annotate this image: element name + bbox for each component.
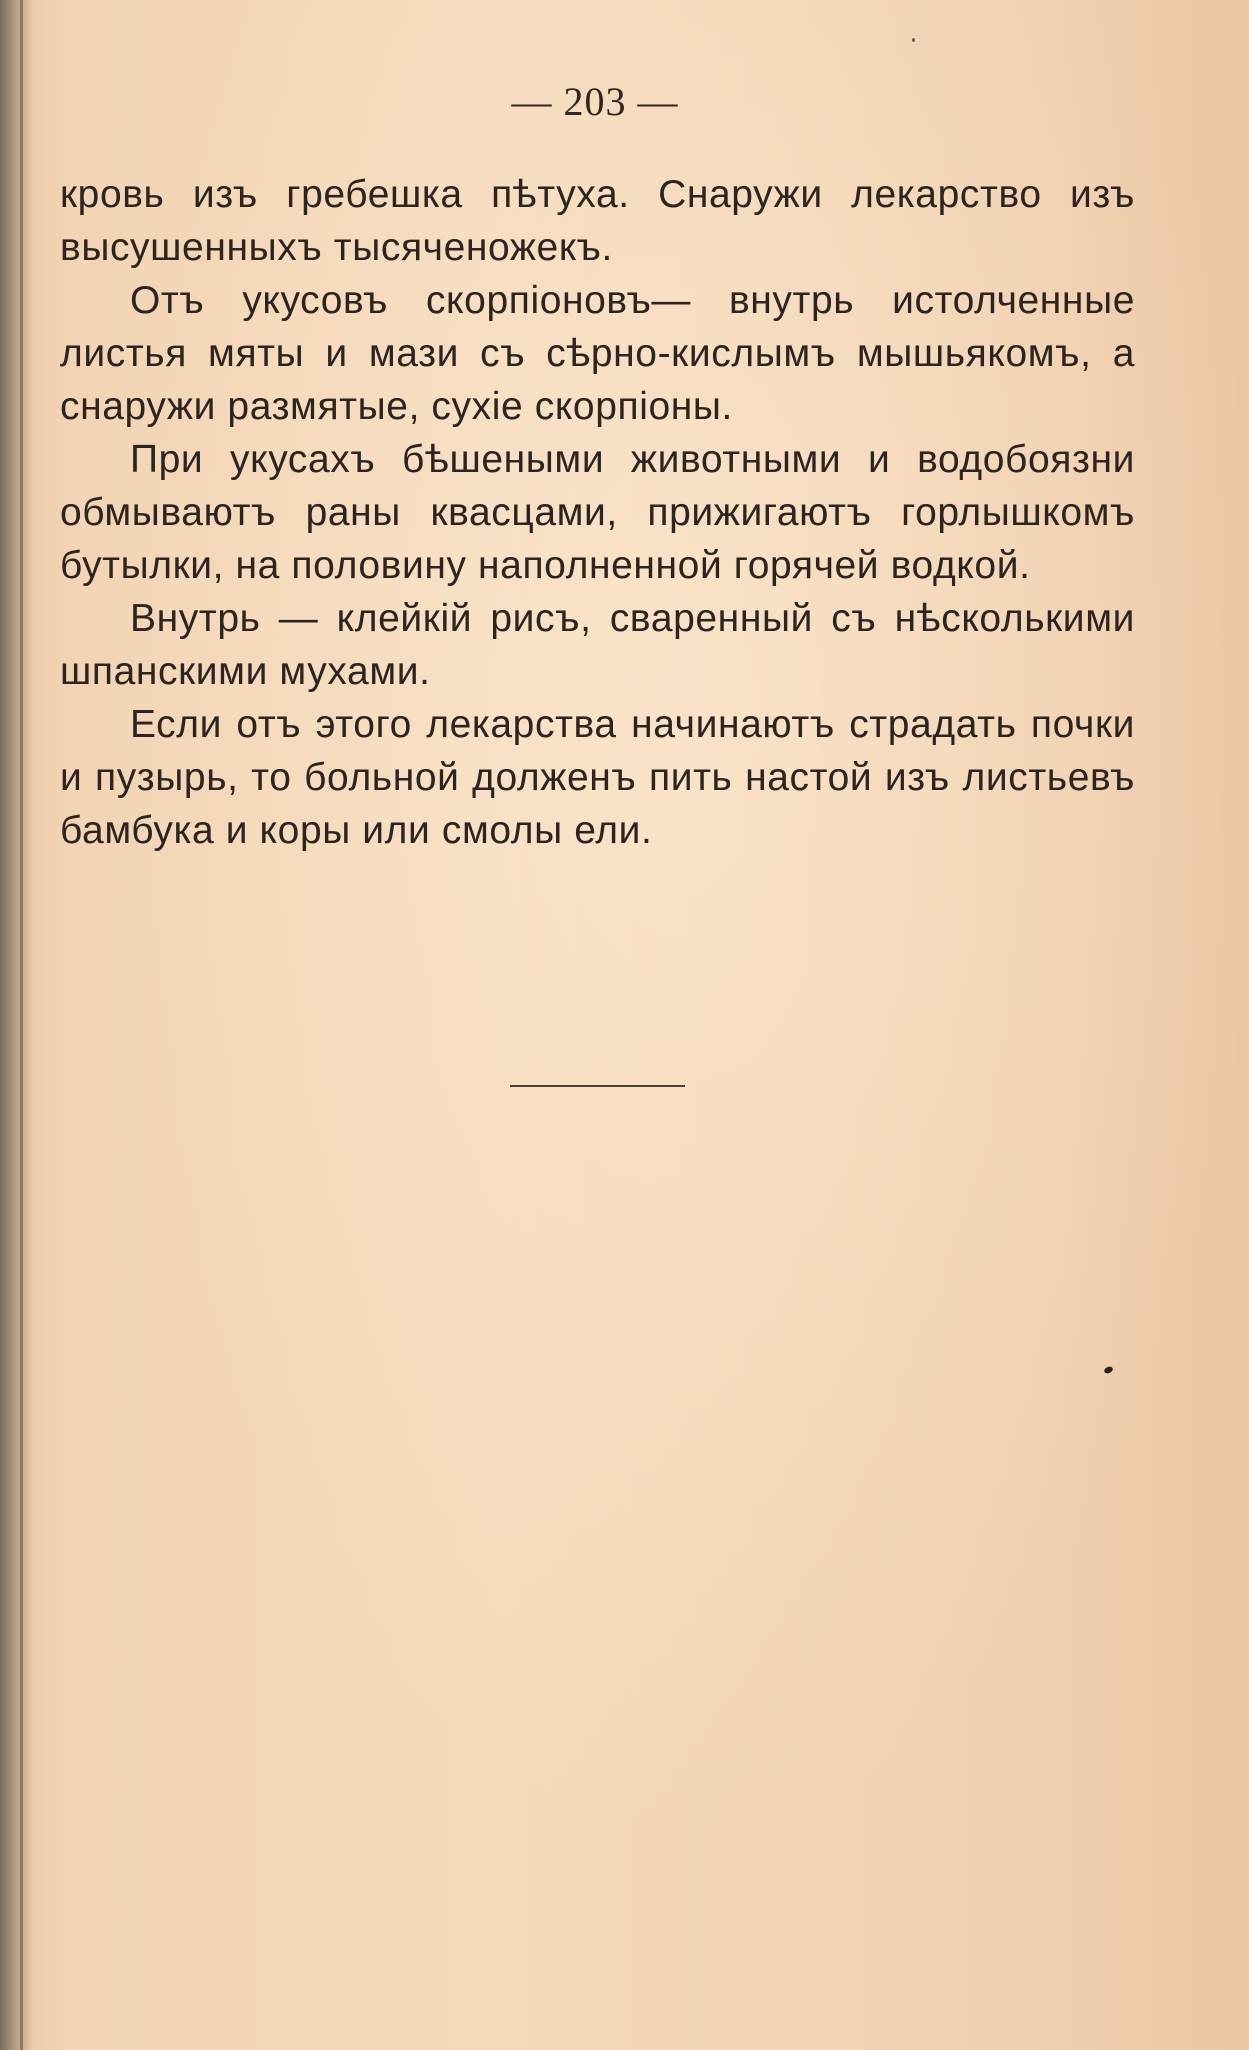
paragraph-2: Отъ укусовъ скорпіоновъ— внутрь истолченные листья мяты и мази съ сѣрно-кислымъ мышьякомъ, а снаружи размятые, сухіе скорпіоны. (60, 279, 1135, 428)
page-number: — 203 — (511, 79, 679, 124)
section-end-rule (510, 1085, 685, 1087)
ink-speck (1103, 1365, 1114, 1374)
paragraph-4: Внутрь — клейкій рисъ, сваренный съ нѣсколькими шпанскими мухами. (60, 597, 1135, 693)
binding-edge (20, 0, 23, 2050)
body-text (60, 168, 1135, 857)
paragraph-1: кровь изъ гребешка пѣтуха. Снаружи лекарство изъ высушенныхъ тысяченожекъ. (60, 173, 1135, 269)
book-spine-shadow (0, 0, 34, 2050)
paragraph-5: Если отъ этого лекарства начинаютъ страдать почки и пузырь, то больной долженъ пить настой изъ листьевъ бамбука и коры или смолы ели. (60, 703, 1135, 852)
paragraph-3: При укусахъ бѣшеными животными и водобоязни обмываютъ раны квасцами, прижигаютъ горлышкомъ бутылки, на половину наполненной горячей водкой. (60, 438, 1135, 587)
paper-speck (912, 38, 915, 42)
